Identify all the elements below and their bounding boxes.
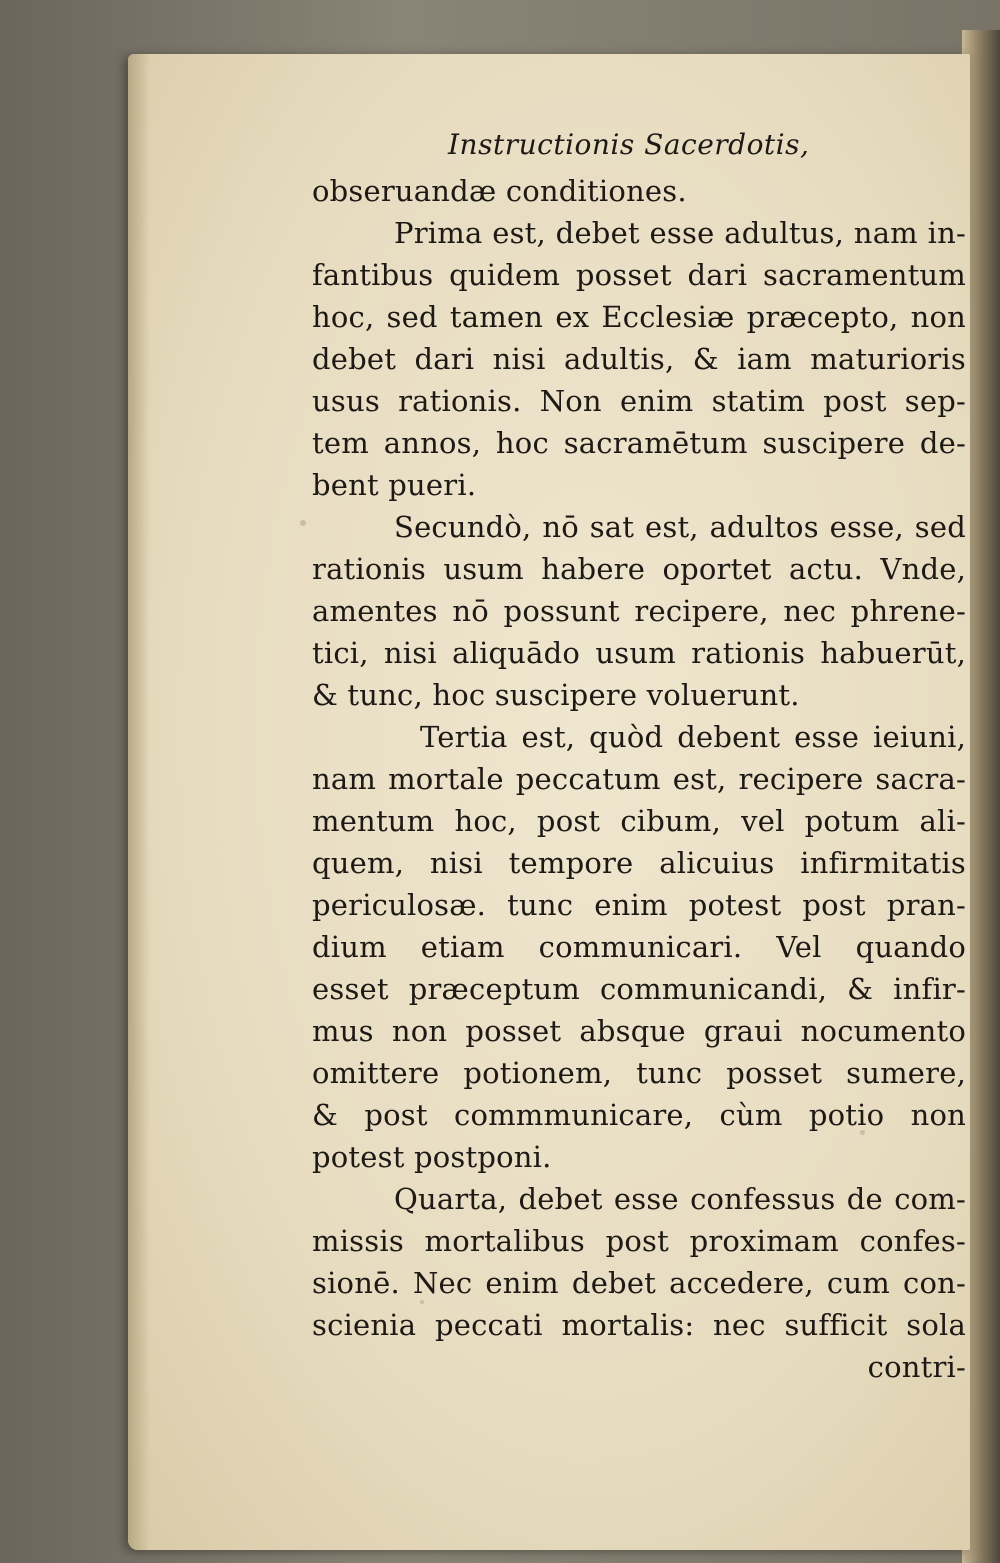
text-line: Prima est, debet esse adultus, nam in- bbox=[394, 216, 966, 250]
text-line: amentes nō possunt recipere, nec phrene- bbox=[312, 594, 966, 628]
catchword: contri- bbox=[867, 1350, 966, 1384]
text-line: obseruandæ conditiones. bbox=[312, 174, 687, 208]
text-line: omittere potionem, tunc posset sumere, bbox=[312, 1056, 966, 1090]
text-line: Tertia est, quòd debent esse ieiuni, bbox=[420, 720, 966, 754]
text-line: missis mortalibus post proximam confes- bbox=[312, 1224, 966, 1258]
text-line: & post commmunicare, cùm potio non bbox=[312, 1098, 966, 1132]
text-line: rationis usum habere oportet actu. Vnde, bbox=[312, 552, 966, 586]
text-line: tici, nisi aliquādo usum rationis habuerūt, bbox=[312, 636, 966, 670]
text-line: esset præceptum communicandi, & infir- bbox=[312, 972, 966, 1006]
text-line: & tunc, hoc suscipere voluerunt. bbox=[312, 678, 800, 712]
page-edge-shadow bbox=[128, 54, 150, 1550]
text-line: mus non posset absque graui nocumento bbox=[312, 1014, 966, 1048]
body-text bbox=[312, 170, 966, 1388]
text-line: debet dari nisi adultis, & iam maturioris bbox=[312, 342, 966, 376]
running-head: Instructionis Sacerdotis, bbox=[448, 128, 810, 161]
text-line: tem annos, hoc sacramētum suscipere de- bbox=[312, 426, 966, 460]
text-line: hoc, sed tamen ex Ecclesiæ præcepto, non bbox=[312, 300, 966, 334]
text-line: fantibus quidem posset dari sacramentum bbox=[312, 258, 966, 292]
text-line: periculosæ. tunc enim potest post pran- bbox=[312, 888, 966, 922]
text-line: potest postponi. bbox=[312, 1140, 552, 1174]
paper-speck bbox=[300, 520, 306, 526]
text-line: usus rationis. Non enim statim post sep- bbox=[312, 384, 966, 418]
text-line: scienia peccati mortalis: nec sufficit sola bbox=[312, 1308, 966, 1342]
text-line: Secundò, nō sat est, adultos esse, sed bbox=[394, 510, 966, 544]
text-line: quem, nisi tempore alicuius infirmitatis bbox=[312, 846, 966, 880]
text-line: Quarta, debet esse confessus de com- bbox=[394, 1182, 966, 1216]
text-line: sionē. Nec enim debet accedere, cum con- bbox=[312, 1266, 966, 1300]
text-line: mentum hoc, post cibum, vel potum ali- bbox=[312, 804, 966, 838]
text-block bbox=[312, 126, 966, 1546]
text-line: bent pueri. bbox=[312, 468, 477, 502]
text-line: dium etiam communicari. Vel quando bbox=[312, 930, 966, 964]
text-line: nam mortale peccatum est, recipere sacra- bbox=[312, 762, 966, 796]
